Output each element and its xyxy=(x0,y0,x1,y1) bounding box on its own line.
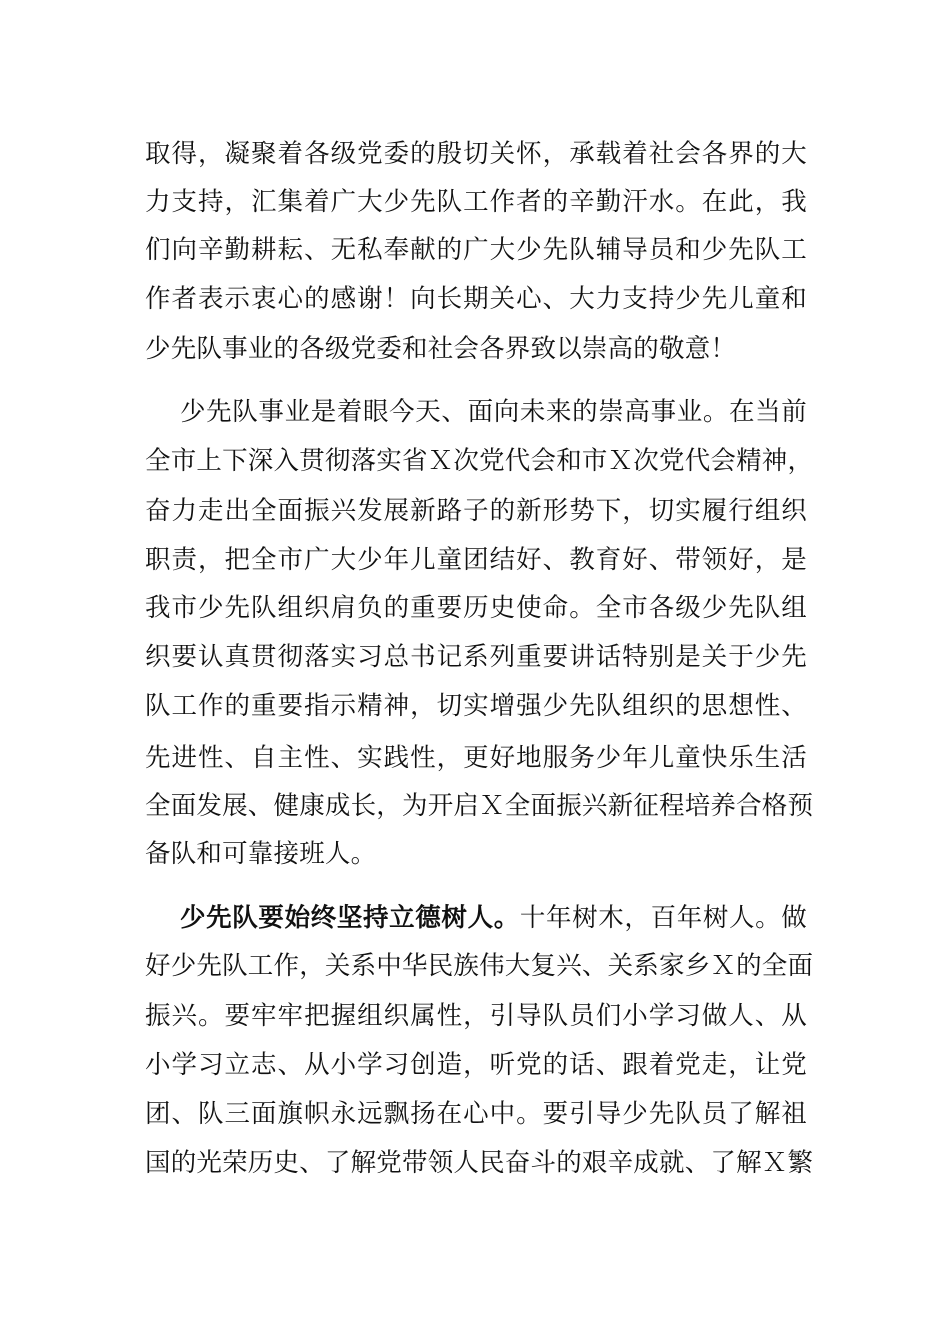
text-line: 备队和可靠接班人。 xyxy=(145,839,377,869)
text-run: 十年树木，百年树人。做 xyxy=(519,903,807,933)
text-line: 力支持，汇集着广大少先队工作者的辛勤汗水。在此，我 xyxy=(145,187,807,217)
text-line: 取得，凝聚着各级党委的殷切关怀，承载着社会各界的大 xyxy=(145,139,807,169)
text-line: 织要认真贯彻落实习总书记系列重要讲话特别是关于少先 xyxy=(145,642,807,672)
text-line: 队工作的重要指示精神，切实增强少先队组织的思想性、 xyxy=(145,691,807,721)
text-line: 先进性、自主性、实践性，更好地服务少年儿童快乐生活 xyxy=(145,743,807,773)
text-line-first xyxy=(180,898,807,938)
text-line: 们向辛勤耕耘、无私奉献的广大少先队辅导员和少先队工 xyxy=(145,235,807,265)
text-line: 少先队事业的各级党委和社会各界致以崇高的敬意！ xyxy=(145,334,737,364)
text-line: 我市少先队组织肩负的重要历史使命。全市各级少先队组 xyxy=(145,593,807,623)
section-heading: 少先队要始终坚持立德树人。 xyxy=(180,903,520,933)
text-line: 少先队事业是着眼今天、面向未来的崇高事业。在当前 xyxy=(180,397,807,427)
text-line: 全市上下深入贯彻落实省Ｘ次党代会和市Ｘ次党代会精神， xyxy=(145,446,814,476)
text-line: 团、队三面旗帜永远飘扬在心中。要引导少先队员了解祖 xyxy=(145,1099,807,1129)
text-line: 全面发展、健康成长，为开启Ｘ全面振兴新征程培养合格预 xyxy=(145,791,814,821)
text-line: 国的光荣历史、了解党带领人民奋斗的艰辛成就、了解Ｘ繁 xyxy=(145,1148,814,1178)
text-line: 小学习立志、从小学习创造，听党的话、跟着党走，让党 xyxy=(145,1050,807,1080)
text-line: 作者表示衷心的感谢！向长期关心、大力支持少先儿童和 xyxy=(145,284,807,314)
text-line: 好少先队工作，关系中华民族伟大复兴、关系家乡Ｘ的全面 xyxy=(145,951,814,981)
text-line: 振兴。要牢牢把握组织属性，引导队员们小学习做人、从 xyxy=(145,1001,807,1031)
text-line: 职责，把全市广大少年儿童团结好、教育好、带领好，是 xyxy=(145,545,807,575)
text-line: 奋力走出全面振兴发展新路子的新形势下，切实履行组织 xyxy=(145,496,807,526)
